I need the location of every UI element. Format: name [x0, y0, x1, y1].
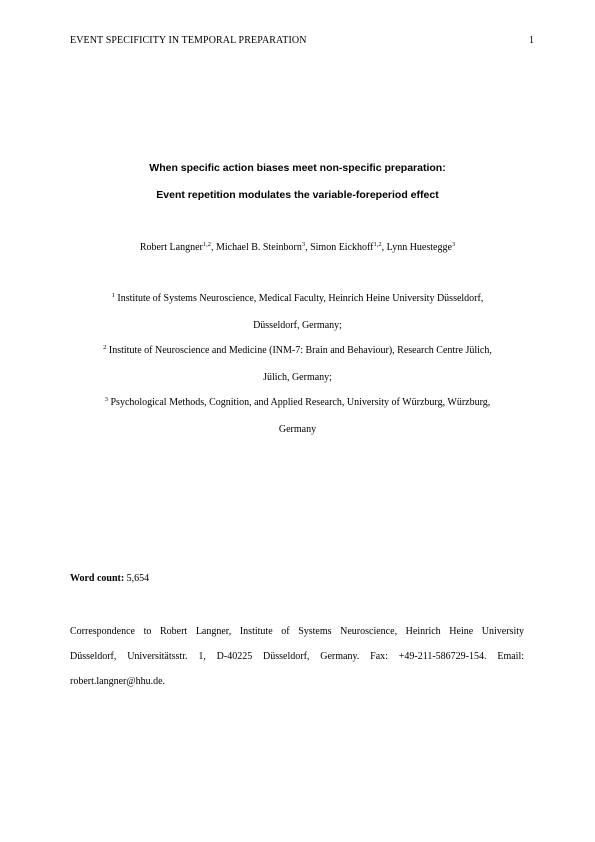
affiliation-line — [0, 293, 595, 304]
word-count — [70, 573, 149, 584]
author-separator: , — [305, 242, 311, 253]
author-separator: , — [381, 242, 387, 253]
affiliation-line: Düsseldorf, Germany; — [253, 320, 342, 331]
author-affiliation-sup: 1,2 — [202, 241, 211, 248]
affiliation-text: Institute of Systems Neuroscience, Medical Faculty, Heinrich Heine University Düsseldorf, — [114, 293, 484, 304]
affiliation-line: Jülich, Germany; — [263, 372, 332, 383]
affiliation-line — [0, 397, 595, 408]
correspondence-email-line: robert.langner@hhu.de. — [70, 676, 166, 687]
author-separator: , — [211, 242, 216, 253]
word-count-label: Word count: — [70, 573, 125, 584]
running-head: EVENT SPECIFICITY IN TEMPORAL PREPARATION — [70, 35, 307, 46]
affiliation-text: Institute of Neuroscience and Medicine (INM-7: Brain and Behaviour), Research Centre Jülich, — [106, 345, 492, 356]
affiliation-line — [0, 345, 595, 356]
page-number: 1 — [529, 35, 534, 46]
word-count-value: 5,654 — [124, 573, 150, 584]
author-name: Simon Eickhoff — [310, 242, 374, 253]
affiliation-sup: 3 — [104, 396, 108, 403]
author-name: Michael B. Steinborn — [216, 242, 302, 253]
affiliation-text: Psychological Methods, Cognition, and Applied Research, University of Würzburg, Würzburg, — [107, 397, 491, 408]
affiliation-sup: 2 — [103, 344, 107, 351]
paper-title-line-2: Event repetition modulates the variable-foreperiod effect — [156, 189, 439, 201]
affiliation-line: Germany — [278, 424, 317, 435]
author-list — [0, 242, 595, 253]
author-affiliation-sup: 1,2 — [373, 241, 382, 248]
author-name: Lynn Huestegge — [386, 242, 452, 253]
author-name: Robert Langner — [139, 242, 203, 253]
correspondence-line: Correspondence to Robert Langner, Institute of Systems Neuroscience, Heinrich Heine University — [70, 626, 524, 637]
author-affiliation-sup: 3 — [301, 241, 306, 248]
author-affiliation-sup: 3 — [451, 241, 456, 248]
affiliation-sup: 1 — [111, 292, 115, 299]
correspondence-line: Düsseldorf, Universitätsstr. 1, D-40225 Düsseldorf, Germany. Fax: +49-211-586729-154. Email: — [70, 651, 524, 662]
paper-title-line-1: When specific action biases meet non-specific preparation: — [149, 162, 446, 174]
